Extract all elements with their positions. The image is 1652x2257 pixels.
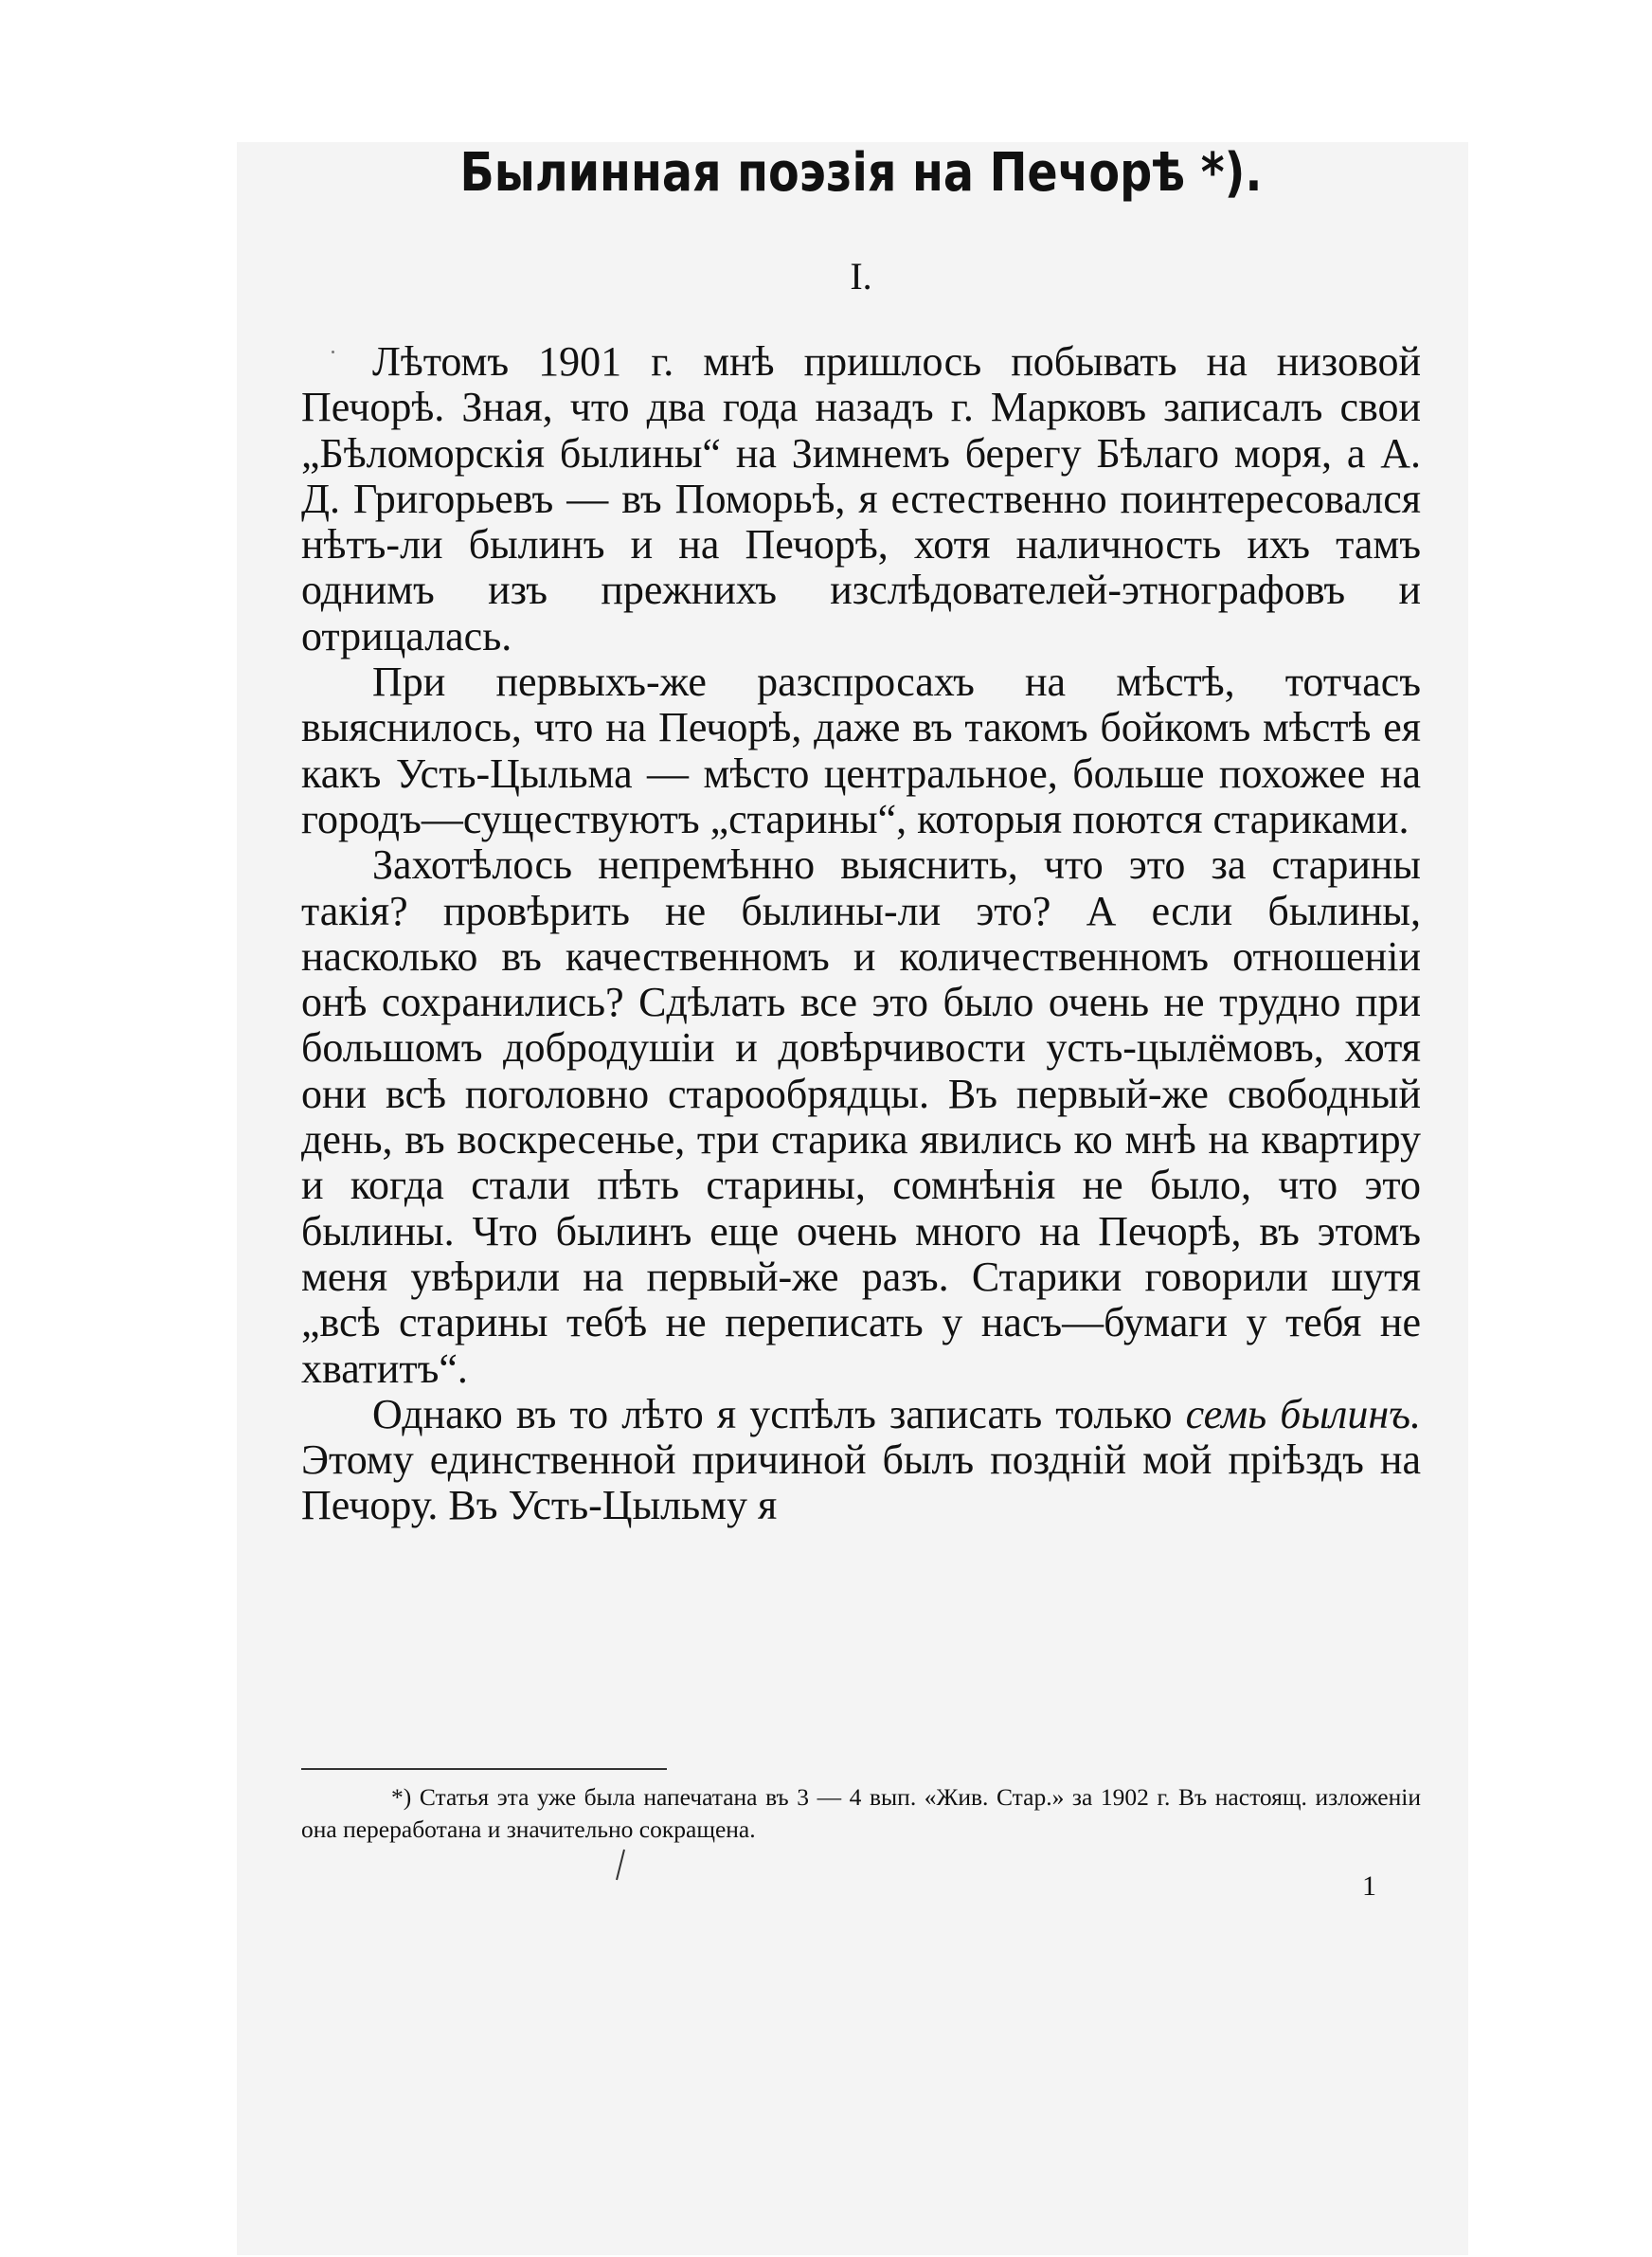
pencil-mark [611, 1848, 630, 1882]
emphasized-text: семь былинъ. [1185, 1390, 1422, 1437]
paragraph: Захотѣлось непремѣнно выяснить, что это за старины такія? провѣрить не былины-ли это? А если былины, насколько въ качественномъ и количественномъ отношеніи онѣ сохранились? Сдѣлать все это было очень не трудно при большомъ добродушіи и довѣрчивости усть-цылёмовъ, хотя они всѣ поголовно старообрядцы. Въ первый-же свободный день, въ воскресенье, три старика явились ко мнѣ на квартиру и когда стали пѣть старины, сомнѣнія не было, что это былины. Что былинъ еще очень много на Печорѣ, въ этомъ меня увѣрили на первый-же разъ. Старики говорили шутя „всѣ старины тебѣ не переписать у насъ—бумаги у тебя не хватитъ“. [301, 841, 1421, 1392]
paragraph: Лѣтомъ 1901 г. мнѣ пришлось побывать на низовой Печорѣ. Зная, что два года назадъ г. Марковъ записалъ свои „Бѣломорскія былины“ на Зимнемъ берегу Бѣлаго моря, а А. Д. Григорьевъ — въ Поморьѣ, я естественно поинтересовался нѣтъ-ли былинъ и на Печорѣ, хотя наличность ихъ тамъ однимъ изъ прежнихъ изслѣдователей-этнографовъ и отрицалась. [301, 338, 1421, 659]
page-number: 1 [1362, 1870, 1376, 1902]
document-page [301, 0, 1421, 2257]
paper-speck [332, 351, 334, 353]
footnote-divider [301, 1768, 667, 1770]
paragraph-text: Однако въ то лѣто я успѣлъ записать только [372, 1390, 1186, 1437]
paragraph-text: Этому единственной причиной былъ поздній мой пріѣздъ на Печору. Въ Усть-Цыльму я [301, 1436, 1421, 1529]
footnote [301, 1781, 1421, 1846]
footnote-text: *) Статья эта уже была напечатана въ 3 — 4 вып. «Жив. Стар.» за 1902 г. Въ настоящ. изложеніи она переработана и значительно сокращена. [301, 1783, 1421, 1843]
paragraph: При первыхъ-же разспросахъ на мѣстѣ, тотчасъ выяснилось, что на Печорѣ, даже въ такомъ бойкомъ мѣстѣ ея какъ Усть-Цыльма — мѣсто центральное, больше похожее на городъ—существуютъ „старины“, которыя поются стариками. [301, 659, 1421, 842]
body-text [301, 339, 1421, 1529]
page-title: Былинная поэзія на Печорѣ *). [459, 142, 1263, 204]
section-number: I. [850, 255, 872, 298]
paragraph [301, 1392, 1421, 1529]
